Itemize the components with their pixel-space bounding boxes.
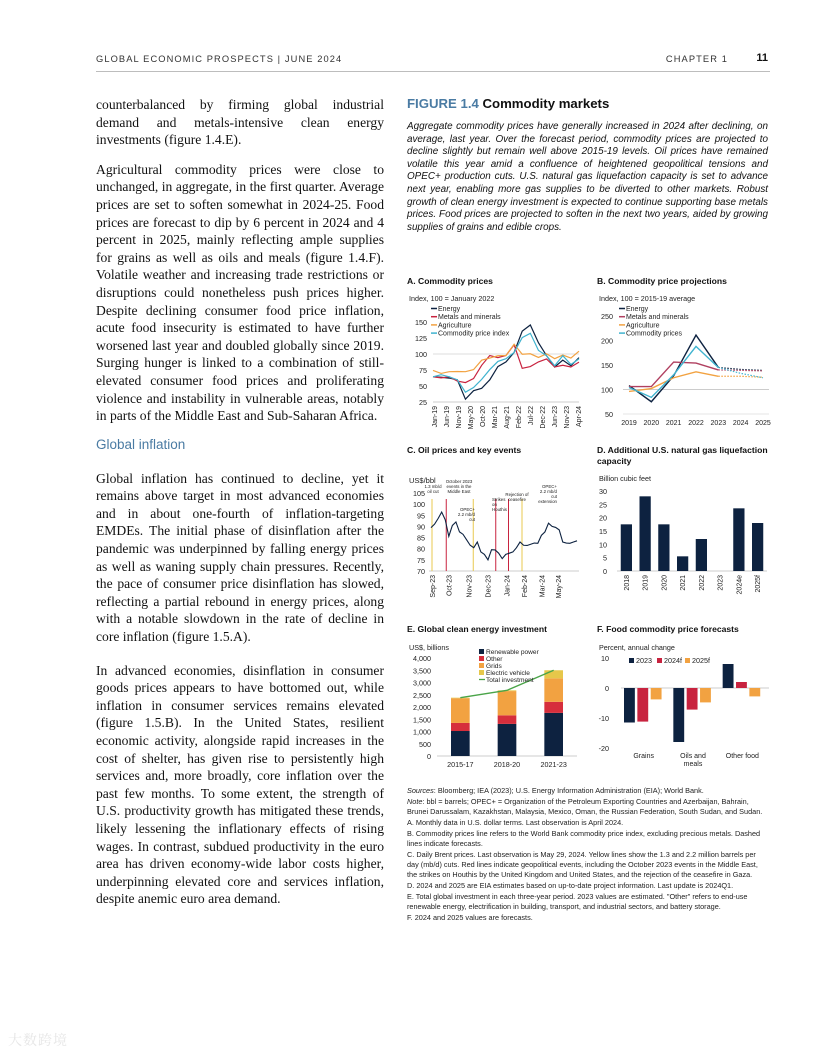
svg-text:Index, 100 = 2015-19 average: Index, 100 = 2015-19 average [599,294,696,303]
svg-text:100: 100 [415,350,427,359]
svg-text:Index, 100 = January 2022: Index, 100 = January 2022 [409,294,495,303]
svg-text:Mar-24: Mar-24 [539,575,547,598]
body-paragraph: counterbalanced by firming global industrial demand and metals-intensive clean energy investments (figure 1.4.E). [96,97,384,148]
svg-text:10: 10 [599,540,607,550]
svg-text:Other food: Other food [725,753,759,760]
svg-text:Grains: Grains [633,753,654,760]
svg-text:25: 25 [419,398,427,407]
panel-title: E. Global clean energy investment [407,624,547,634]
figure-number: FIGURE 1.4 [407,96,479,111]
panel-a-commodity-prices [407,276,585,436]
svg-text:Electric vehicle: Electric vehicle [486,670,530,677]
svg-text:Jan-24: Jan-24 [504,575,512,597]
svg-text:20: 20 [599,513,607,523]
svg-text:-20: -20 [598,744,609,753]
svg-text:80: 80 [417,544,425,554]
svg-text:0: 0 [605,684,609,693]
panel-b-price-projections [597,276,775,436]
svg-text:Energy: Energy [626,306,649,313]
svg-text:Grids: Grids [486,663,502,670]
figure-notes [407,786,768,924]
svg-text:Energy: Energy [438,306,461,313]
publication-title: GLOBAL ECONOMIC PROSPECTS | JUNE 2024 [96,54,343,64]
svg-text:2024e: 2024e [736,575,744,595]
svg-text:105: 105 [413,489,425,498]
svg-text:on: on [492,502,497,507]
figure-summary: Aggregate commodity prices have generally increased in 2024 after declining, on average, last year. Over the forecast period, commodity prices are projected to decline slightly but remain well above 2015-19 levels. Oil prices have remained volatile this year amid a confluence of heightened geopolitical tensions and OPEC+ production cuts. U.S. natural gas liquefaction capacity is set to advance next year, enabling more gas supplies to be diverted to other markets. Robust growth of clean energy investment is expected to continue supporting base metals prices. Food prices are projected to soften in the next two years, aided by growing supplies of grains and edible crops. [407,121,768,233]
svg-text:5: 5 [603,553,607,563]
svg-text:15: 15 [599,527,607,536]
svg-text:Billion cubic feet: Billion cubic feet [599,474,651,483]
svg-text:extension: extension [538,499,557,504]
svg-text:Percent, annual change: Percent, annual change [599,643,675,652]
svg-text:30: 30 [599,487,607,496]
note-f: F. 2024 and 2025 values are forecasts. [407,913,533,922]
svg-text:Feb-22: Feb-22 [516,406,523,429]
svg-text:2024f: 2024f [664,656,682,665]
svg-text:OPEC+: OPEC+ [541,484,557,489]
note-d: D. 2024 and 2025 are EIA estimates based on up-to-date project information. Last update is 2024Q1. [407,881,734,890]
svg-text:1,500: 1,500 [413,715,431,725]
svg-text:Mar-21: Mar-21 [492,406,499,429]
panel-f-food-forecasts [597,624,775,774]
svg-text:Agriculture: Agriculture [626,322,660,330]
panel-d-chart [597,471,775,621]
svg-text:May-24: May-24 [556,575,563,599]
svg-text:125: 125 [415,334,427,343]
panel-f-chart [597,638,775,778]
svg-text:2021: 2021 [680,575,688,591]
svg-text:Feb-24: Feb-24 [521,575,529,598]
svg-text:100: 100 [413,500,425,510]
panel-d-lng-capacity [597,445,775,615]
svg-text:3,000: 3,000 [413,678,431,688]
svg-text:cut: cut [551,494,557,499]
page-number: 11 [756,52,768,64]
body-paragraph: Agricultural commodity prices were close to unchanged, in aggregate, in the first quarter. Average prices are set to soften somewhat in 2024-25. Food prices are forecast to dip by 6 percent in 2024 and 4 percent in 2025, mainly reflecting ample supplies for grains as well as oils and meals (figure 1.4.F). Volatile weather and increasing trade restrictions or disruptions could nonetheless push prices higher. Despite declining consumer food price inflation, acute food insecurity is estimated to have further worsened last year and doubled globally since 2019. Surging hunger is linked to a combination of still-elevated consumer food prices and proliferating violence and instability in vulnerable areas, notably in parts of the Middle East and Sub-Saharan Africa. [96,161,384,424]
svg-text:October 2023: October 2023 [445,479,473,484]
section-heading: Global inflation [96,436,186,452]
svg-text:2018: 2018 [623,575,631,591]
svg-text:2,500: 2,500 [413,690,431,700]
body-paragraph: Global inflation has continued to decline, yet it remains above target in most advanced economies and in about one-fourth of inflation-targeting EMDEs. The initial phase of disinflation after the pandemic was underpinned by falling energy prices as well as waning supply chain pressures. Recently, the pace of consumer price disinflation has slowed, reflecting a partial rebound in energy prices, along with a notable slowdown in the rate of decline in core inflation (figure 1.5.A). [96,470,384,645]
svg-text:50: 50 [605,410,613,419]
running-header [96,52,770,72]
svg-text:Nov-23: Nov-23 [564,406,571,429]
svg-text:2025f: 2025f [692,656,710,665]
svg-text:Jun-19: Jun-19 [444,406,451,428]
svg-text:90: 90 [417,522,425,532]
panel-title: A. Commodity prices [407,276,493,286]
svg-text:Commodity price index: Commodity price index [438,330,510,338]
note-a: A. Monthly data in U.S. dollar terms. Last observation is April 2024. [407,818,624,827]
svg-text:oil cut: oil cut [427,489,439,494]
figure-block [407,96,768,234]
svg-text:75: 75 [417,555,425,565]
svg-text:2019: 2019 [642,575,650,591]
svg-text:Jul-22: Jul-22 [528,406,535,426]
svg-text:Strikes: Strikes [492,497,506,502]
svg-text:2015-17: 2015-17 [447,760,474,769]
svg-text:70: 70 [417,567,425,576]
body-text-column [96,96,384,920]
svg-text:Nov-23: Nov-23 [466,575,474,598]
svg-text:50: 50 [419,382,427,391]
chapter-label: CHAPTER 1 [665,54,728,64]
svg-text:150: 150 [601,361,613,370]
svg-text:100: 100 [601,385,613,395]
svg-text:25: 25 [599,500,607,510]
panel-e-chart [407,638,585,778]
note-e: E. Total global investment in each three-year period. 2023 values are estimated. "Other" refers to end-use renewable energy, electrification in building, transport, and industrial sectors, and battery storage. [407,892,748,911]
svg-text:10: 10 [601,654,609,663]
svg-text:US$/bbl: US$/bbl [409,476,436,485]
svg-text:3,500: 3,500 [413,666,431,676]
svg-text:Nov-19: Nov-19 [456,406,463,429]
svg-text:Houthis: Houthis [492,507,507,512]
svg-text:200: 200 [601,336,613,346]
panel-e-clean-energy [407,624,585,774]
svg-text:250: 250 [601,312,613,321]
panel-title: B. Commodity price projections [597,276,727,286]
svg-text:1,000: 1,000 [413,727,431,737]
svg-text:ceasefire: ceasefire [508,497,526,502]
svg-text:2023: 2023 [717,575,725,591]
figure-name: Commodity markets [482,96,610,111]
svg-text:2,000: 2,000 [413,703,431,712]
svg-text:2023: 2023 [636,656,652,665]
svg-text:2024: 2024 [732,420,749,427]
svg-text:Aug-21: Aug-21 [504,406,511,429]
note-b: B. Commodity prices line refers to the World Bank commodity price index, excluding precious metals. Dashed lines indicate forecasts. [407,829,761,848]
svg-text:2021-23: 2021-23 [540,760,567,769]
svg-text:Dec-22: Dec-22 [540,406,547,429]
svg-text:2022: 2022 [688,420,704,427]
svg-text:Other: Other [486,656,503,663]
svg-text:Apr-24: Apr-24 [576,406,583,428]
panel-c-chart [407,471,585,631]
svg-text:0: 0 [603,567,607,576]
sources-note: Sources: Bloomberg; IEA (2023); U.S. Energy Information Administration (EIA); World Bank. [407,786,704,795]
svg-text:Total investment: Total investment [486,677,534,684]
svg-text:2.2 mb/d: 2.2 mb/d [539,489,557,494]
note-c: C. Daily Brent prices. Last observation is May 29, 2024. Yellow lines show the 1.3 and 2.2 million barrels per day (mb/d) cuts. Red lines indicate geopolitical events, including the October 2023 events in the Middle East, the strikes on Houthis by the United Kingdom and United States, and the rejection of the ceasefire in Gaza. [407,850,758,879]
svg-text:Oils and: Oils and [680,753,706,760]
svg-text:1.3 mb/d: 1.3 mb/d [424,484,442,489]
svg-text:May-20: May-20 [468,406,475,430]
svg-text:cut: cut [469,517,475,522]
svg-text:Rejection of: Rejection of [505,492,529,497]
panel-a-chart [407,290,585,440]
svg-text:85: 85 [417,533,425,543]
svg-text:75: 75 [419,366,427,375]
svg-text:Jun-23: Jun-23 [552,406,559,428]
figure-title [407,96,768,111]
svg-text:US$, billions: US$, billions [409,643,449,652]
svg-text:2025: 2025 [755,420,771,427]
svg-text:Oct-23: Oct-23 [446,575,454,597]
svg-text:Jan-19: Jan-19 [432,406,439,428]
svg-text:2019: 2019 [621,420,637,427]
svg-text:2022: 2022 [698,575,706,591]
svg-text:Metals and minerals: Metals and minerals [438,314,501,322]
svg-text:0: 0 [427,752,431,761]
svg-text:OPEC+: OPEC+ [459,507,475,512]
svg-text:2018-20: 2018-20 [493,760,521,769]
panel-title: C. Oil prices and key events [407,445,522,455]
svg-text:2020: 2020 [661,575,669,591]
svg-text:Oct-20: Oct-20 [480,406,487,428]
svg-text:Sep-23: Sep-23 [430,575,437,598]
svg-text:2020: 2020 [643,420,660,427]
svg-text:95: 95 [417,511,425,521]
svg-text:150: 150 [415,318,427,327]
svg-text:Dec-23: Dec-23 [485,575,493,598]
svg-text:2025f: 2025f [755,575,763,593]
svg-text:events in the: events in the [446,484,472,489]
abbreviation-note: Note: bbl = barrels; OPEC+ = Organization of the Petroleum Exporting Countries and Azerbaijan, Bahrain, Brunei Darussalam, Kazakhstan, Malaysia, Mexico, Oman, the Russian Federation, South Sudan, and Sudan. [407,797,763,816]
svg-text:-10: -10 [598,714,609,723]
svg-text:Renewable power: Renewable power [486,649,539,656]
svg-text:Middle East: Middle East [447,489,471,494]
svg-text:2.2 mb/d: 2.2 mb/d [457,512,475,517]
svg-text:Commodity prices: Commodity prices [626,330,683,338]
svg-text:meals: meals [683,761,703,768]
panel-title: F. Food commodity price forecasts [597,624,739,634]
panel-b-chart [597,290,775,440]
svg-text:2023: 2023 [710,420,727,427]
panel-title: D. Additional U.S. natural gas liquefaction capacity [597,445,768,466]
svg-text:500: 500 [419,739,431,749]
svg-text:2021: 2021 [665,420,682,427]
svg-text:Agriculture: Agriculture [438,322,472,330]
panel-c-oil-prices [407,445,585,615]
watermark-logo: 大数跨境 [8,1033,68,1049]
body-paragraph: In advanced economies, disinflation in consumer goods prices appears to have bottomed out, while inflation in consumer services remains elevated (figure 1.5.B). In the United States, resilient economic activity, alongside rapid increases in the cost of shelter, has given rise to persistently high services and, more broadly, core inflation over the past few months. To some extent, the strength of U.S. productivity growth has mitigated these trends, likely lessening the inflationary effects of rising wages. In contrast, subdued productivity in the euro area has driven economy-wide labor costs higher, underpinning elevated core and services inflation, despite anemic euro area demand. [96,662,384,907]
svg-text:4,000: 4,000 [413,654,431,663]
svg-text:Metals and minerals: Metals and minerals [626,314,689,322]
